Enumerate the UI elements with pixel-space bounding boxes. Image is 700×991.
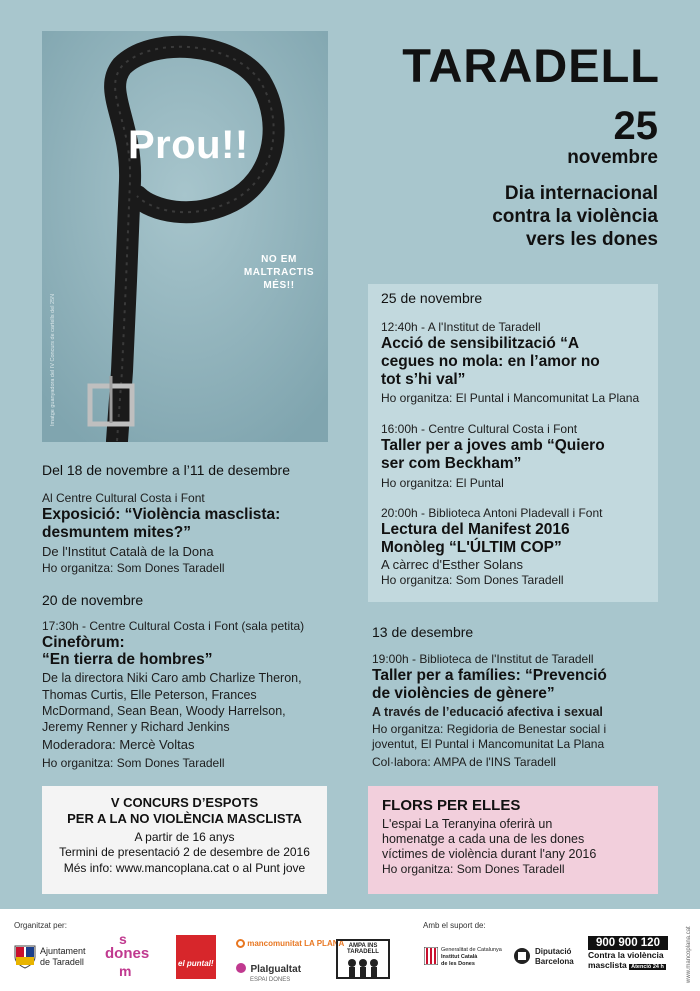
dec13-time: 19:00h - Biblioteca de l'Institut de Taradell: [372, 652, 594, 666]
contest-title-line: PER A LA NO VIOLÈNCIA MASCLISTA: [67, 811, 302, 827]
som-dones-logo: s dones m: [105, 931, 150, 979]
helpline-line: masclista: [588, 959, 627, 970]
diputacio-name: [535, 947, 574, 966]
event-title-line: contra la violència: [492, 205, 658, 227]
slogan-line: MÉS!!: [263, 280, 295, 291]
event2-organizer: Ho organitza: El Puntal: [381, 476, 504, 491]
dec13-collaborator: Col·labora: AMPA de l'INS Taradell: [372, 754, 556, 769]
helpline-line: Contra la violència: [588, 950, 664, 960]
diputacio-line: Barcelona: [535, 956, 574, 966]
details-line: Thomas Curtis, Elle Peterson, Frances: [42, 687, 257, 702]
event3-by: A càrrec d'Esther Solans: [381, 556, 523, 572]
diputacio-logo: [513, 947, 531, 970]
details-line: Jeremy Renner y Richard Jenkins: [42, 720, 230, 734]
flowers-line: víctimes de violència durant l'any 2016: [382, 847, 597, 861]
ampa-name: AMPA INS TARADELL: [347, 943, 379, 955]
footer-url[interactable]: www.mancoplana.cat: [686, 926, 692, 983]
event3-time: 20:00h - Biblioteca Antoni Pladevall i Font: [381, 506, 603, 521]
plaigualtat-logo: [236, 959, 301, 983]
shield-icon: [14, 945, 36, 969]
image-credit: Imatge guanyadora del IV Concurs de cartells del 25N: [50, 293, 56, 426]
helpline-logo: [588, 936, 668, 971]
cineforum-title-line: Cinefòrum:: [42, 633, 125, 651]
flowers-box: [368, 786, 658, 894]
dec13-subtitle: A través de l’educació afectiva i sexual: [372, 704, 603, 719]
helpline-number: 900 900 120: [588, 936, 668, 950]
event2-time: 16:00h - Centre Cultural Costa i Font: [381, 422, 578, 437]
expo-title: [42, 506, 342, 542]
ajuntament-name: [40, 946, 86, 968]
nov20-organizer: Ho organitza: Som Dones Taradell: [42, 756, 225, 771]
dec13-title: [372, 667, 667, 703]
cineforum-title: [42, 634, 342, 670]
event1-organizer: Ho organitza: El Puntal i Mancomunitat La Plana: [381, 391, 640, 406]
generalitat-icon: [424, 947, 438, 965]
cineforum-details: [42, 670, 342, 735]
contest-info-link[interactable]: Més info: www.mancoplana.cat o al Punt jove: [63, 860, 306, 875]
details-line: De la directora Niki Caro amb Charlize Theron,: [42, 671, 302, 686]
event1-title-line: cegues no mola: en l’amor no: [381, 352, 600, 370]
diputacio-line: Diputació: [535, 947, 572, 956]
nov20-time: 17:30h - Centre Cultural Costa i Font (sala petita): [42, 618, 305, 633]
slogan-line: MALTRACTIS: [243, 267, 315, 278]
expo-by: De l'Institut Català de la Dona: [42, 543, 214, 559]
event-month: novembre: [567, 147, 658, 168]
period-heading: Del 18 de novembre a l’11 de desembre: [42, 462, 291, 478]
slogan: [234, 253, 324, 292]
schedule-25-nov: [368, 284, 658, 602]
moderator: Moderadora: Mercè Voltas: [42, 737, 195, 753]
cineforum-title-line: “En tierra de hombres”: [42, 651, 213, 669]
event-title: [492, 183, 658, 251]
contest-line: Termini de presentació 2 de desembre de 2016: [59, 845, 310, 860]
flowers-organizer: Ho organitza: Som Dones Taradell: [382, 862, 565, 876]
organizer-line: joventut, El Puntal i Mancomunitat La Plana: [372, 737, 605, 752]
event-title-line: Dia internacional: [504, 183, 658, 204]
ajuntament-logo: [14, 945, 36, 974]
mancomunitat-logo: [236, 939, 344, 948]
event3-organizer: Ho organitza: Som Dones Taradell: [381, 572, 564, 587]
left-program: [42, 462, 342, 770]
hero-image: [42, 31, 328, 442]
flowers-line: homenatge a cada una de les dones: [382, 832, 585, 846]
event3-title: [381, 521, 658, 557]
event2-title: [381, 437, 658, 473]
contest-box: [42, 786, 327, 894]
schedule-date: 25 de novembre: [381, 290, 483, 306]
diputacio-icon: [513, 947, 531, 965]
event2-title-line: Taller per a joves amb “Quiero: [381, 437, 605, 455]
helpline-badge: Atenció 24 h: [631, 963, 664, 970]
event-title-line: vers les dones: [525, 228, 658, 250]
event1-title-line: Acció de sensibilització “A: [381, 335, 580, 352]
mancomunitat-name: mancomunitat LA PLANA: [247, 939, 345, 948]
mancomunitat-icon: [236, 939, 245, 948]
dec13-organizer: [372, 722, 667, 753]
plaigualtat-name: PlaIgualtat: [250, 964, 302, 975]
details-line: McDormand, Sean Bean, Woody Harrelson,: [42, 703, 286, 718]
dec13-program: [372, 624, 667, 769]
dec13-title-line: de violències de gènere”: [372, 684, 555, 702]
el-puntal-logo: [176, 935, 216, 979]
ajuntament-line: de Taradell: [40, 956, 84, 967]
contest-line: A partir de 16 anys: [134, 829, 235, 844]
event3-title-line: Lectura del Manifest 2016: [381, 521, 570, 539]
heart-icon: [236, 963, 246, 973]
generalitat-line: Institut Català: [441, 953, 478, 960]
organizer-line: Ho organitza: Regidoria de Benestar social i: [372, 721, 607, 736]
flowers-title: FLORS PER ELLES: [382, 797, 521, 814]
people-icon: [338, 955, 388, 981]
belt-illustration: [42, 31, 328, 442]
event3-title-line: Monòleg “L'ÚLTIM COP”: [381, 538, 562, 556]
generalitat-logo: [424, 947, 438, 970]
event1-title: [381, 335, 658, 388]
nov20-heading: 20 de novembre: [42, 591, 144, 608]
event1-time: 12:40h - A l'Institut de Taradell: [381, 320, 541, 334]
flowers-line: L'espai La Teranyina oferirà un: [382, 817, 553, 831]
ajuntament-line: Ajuntament: [40, 946, 86, 956]
support-label: Amb el suport de:: [423, 921, 486, 930]
dec13-heading: 13 de desembre: [372, 624, 474, 640]
dec13-title-line: Taller per a famílies: “Prevenció: [372, 667, 607, 684]
event1-title-line: tot s’hi val”: [381, 370, 466, 388]
helpline-line2: [588, 961, 668, 971]
slogan-line: NO EM: [261, 254, 297, 265]
expo-organizer: Ho organitza: Som Dones Taradell: [42, 560, 225, 575]
espai-dones: ESPAI DONES: [250, 977, 291, 983]
prou-title: Prou!!: [128, 123, 249, 167]
event-day: 25: [613, 104, 658, 148]
expo-title-line: Exposició: “Violència masclista:: [42, 506, 281, 523]
event2-title-line: ser com Beckham”: [381, 455, 522, 473]
expo-title-line: desmuntem mites?”: [42, 523, 192, 541]
ampa-logo: [336, 939, 390, 979]
organized-label: Organitzat per:: [14, 921, 67, 930]
contest-title-line: V CONCURS D’ESPOTS: [110, 795, 259, 810]
town-title: TARADELL: [402, 39, 660, 92]
sponsors-footer: [0, 909, 700, 991]
dones-word: dones: [105, 945, 150, 962]
puntal-word: el puntal!: [178, 959, 214, 968]
generalitat-name: [441, 947, 502, 968]
expo-place: Al Centre Cultural Costa i Font: [42, 491, 205, 505]
generalitat-line: de les Dones: [441, 960, 475, 967]
generalitat-line: Generalitat de Catalunya: [441, 947, 502, 953]
